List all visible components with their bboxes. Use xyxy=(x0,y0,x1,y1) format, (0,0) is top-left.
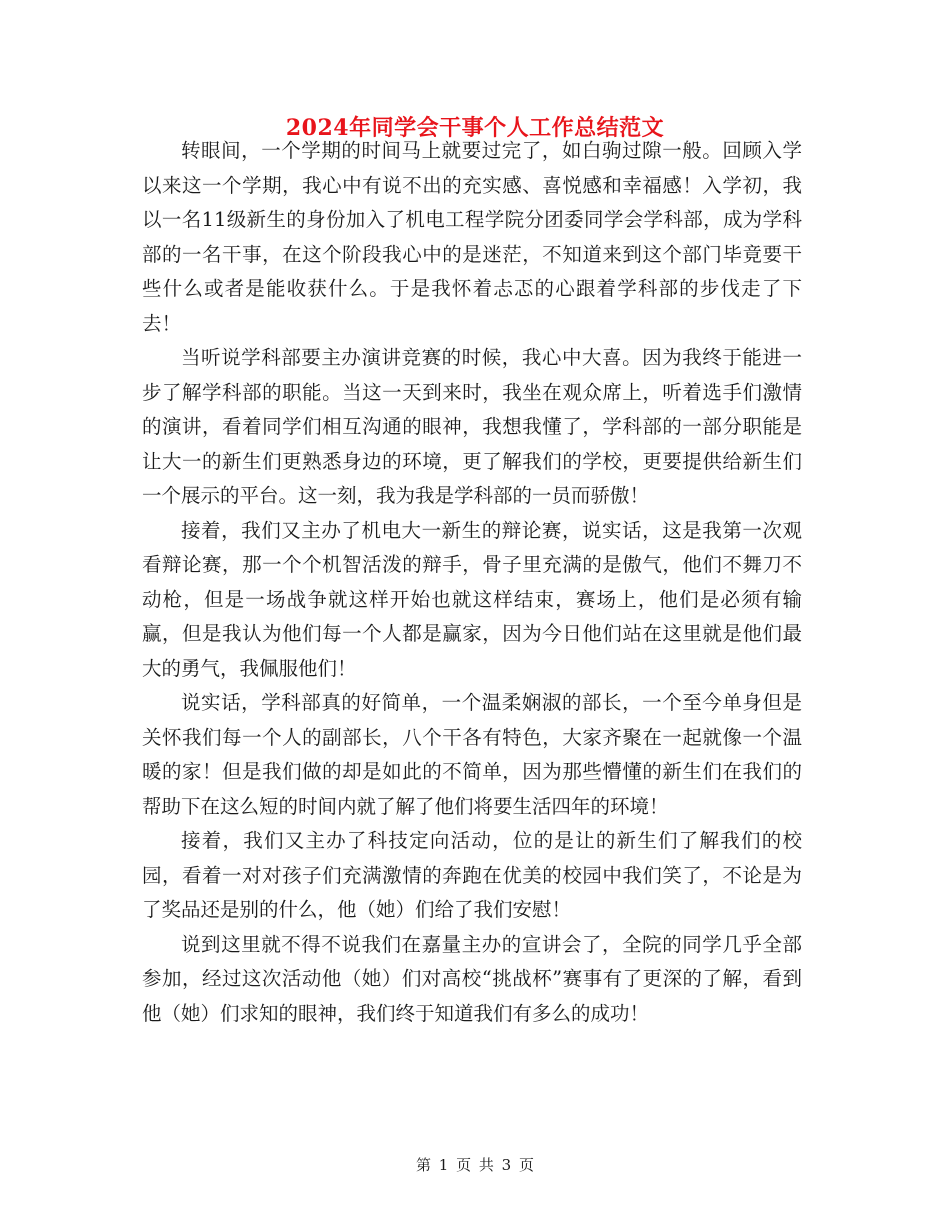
paragraph: 说实话，学科部真的好简单，一个温柔娴淑的部长，一个至今单身但是关怀我们每一个人的副部长，八个干各有特色，大家齐聚在一起就像一个温暖的家！但是我们做的却是如此的不简单，因为那些懵懂的新生们在我们的帮助下在这么短的时间内就了解了他们将要生活四年的环境！ xyxy=(142,691,802,818)
paragraph: 转眼间，一个学期的时间马上就要过完了，如白驹过隙一般。回顾入学以来这一个学期，我心中有说不出的充实感、喜悦感和幸福感！入学初，我以一名11级新生的身份加入了机电工程学院分团委同学会学科部，成为学科部的一名干事，在这个阶段我心中的是迷茫，不知道来到这个部门毕竟要干些什么或者是能收获什么。于是我怀着忐忑的心跟着学科部的步伐走了下去！ xyxy=(142,139,802,335)
page-footer: 第 1 页 共 3 页 xyxy=(416,1156,534,1174)
document-title: 2024年同学会干事个人工作总结范文 xyxy=(285,115,665,141)
paragraph: 接着，我们又主办了机电大一新生的辩论赛，说实话，这是我第一次观看辩论赛，那一个个机智活泼的辩手，骨子里充满的是傲气，他们不舞刀不动枪，但是一场战争就这样开始也就这样结束，赛场上，他们是必须有输赢，但是我认为他们每一个人都是赢家，因为今日他们站在这里就是他们最大的勇气，我佩服他们！ xyxy=(142,518,802,680)
paragraph: 接着，我们又主办了科技定向活动，位的是让的新生们了解我们的校园，看着一对对孩子们充满激情的奔跑在优美的校园中我们笑了，不论是为了奖品还是别的什么，他（她）们给了我们安慰！ xyxy=(142,829,802,921)
paragraph: 说到这里就不得不说我们在嘉量主办的宣讲会了，全院的同学几乎全部参加，经过这次活动他（她）们对高校“挑战杯”赛事有了更深的了解，看到他（她）们求知的眼神，我们终于知道我们有多么的成功！ xyxy=(142,932,802,1025)
document-body xyxy=(142,134,802,1031)
paragraph: 当听说学科部要主办演讲竞赛的时候，我心中大喜。因为我终于能进一步了解学科部的职能。当这一天到来时，我坐在观众席上，听着选手们激情的演讲，看着同学们相互沟通的眼神，我想我懂了，学科部的一部分职能是让大一的新生们更熟悉身边的环境，更了解我们的学校，更要提供给新生们一个展示的平台。这一刻，我为我是学科部的一员而骄傲！ xyxy=(142,346,802,507)
